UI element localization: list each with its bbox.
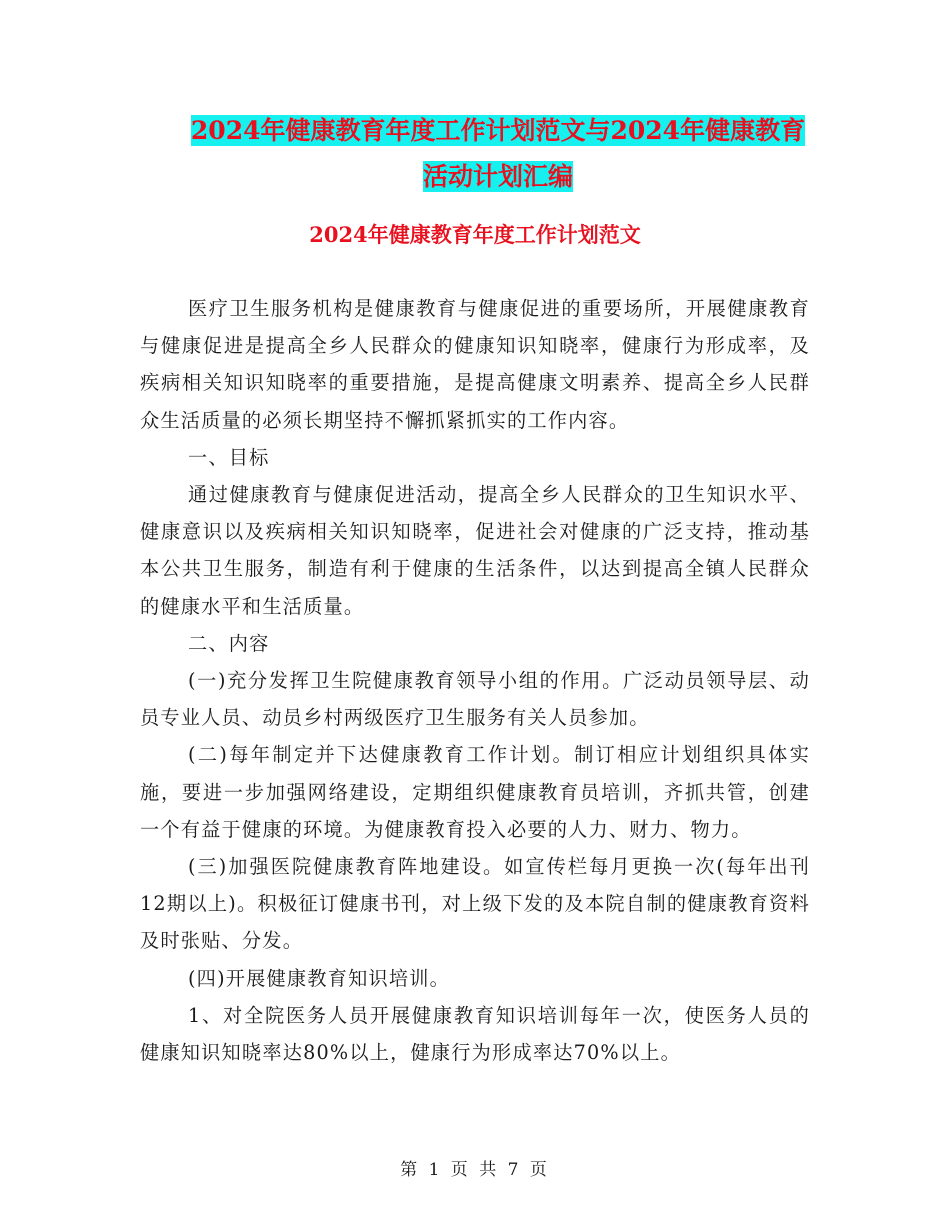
paragraph-goals: 通过健康教育与健康促进活动，提高全乡人民群众的卫生知识水平、健康意识以及疾病相关知识知晓率，促进社会对健康的广泛支持，推动基本公共卫生服务，制造有利于健康的生活条件，以达到提高全镇人民群众的健康水平和生活质量。	[140, 483, 810, 618]
paragraph-item-1: (一)充分发挥卫生院健康教育领导小组的作用。广泛动员领导层、动员专业人员、动员乡村两级医疗卫生服务有关人员参加。	[140, 669, 810, 730]
document-title-line-1	[140, 106, 856, 155]
document-body	[140, 290, 810, 1071]
paragraph-item-4: (四)开展健康教育知识培训。	[188, 966, 451, 990]
section-title: 2024年健康教育年度工作计划范文	[309, 222, 641, 247]
highlighted-title-text-1: 2024年健康教育年度工作计划范文与2024年健康教育	[190, 116, 806, 145]
paragraph-intro: 医疗卫生服务机构是健康教育与健康促进的重要场所，开展健康教育与健康促进是提高全乡人民群众的健康知识知晓率，健康行为形成率，及疾病相关知识知晓率的重要措施，是提高健康文明素养、提高全乡人民群众生活质量的必须长期坚持不懈抓紧抓实的工作内容。	[140, 297, 810, 432]
paragraph-item-2: (二)每年制定并下达健康教育工作计划。制订相应计划组织具体实施，要进一步加强网络建设，定期组织健康教育员培训，齐抓共管，创建一个有益于健康的环境。为健康教育投入必要的人力、财力、物力。	[140, 743, 810, 841]
page-number-footer: 第 1 页 共 7 页	[400, 1160, 550, 1180]
heading-content: 二、内容	[188, 631, 270, 655]
paragraph-item-3: (三)加强医院健康教育阵地建设。如宣传栏每月更换一次(每年出刊12期以上)。积极征订健康书刊，对上级下发的及本院自制的健康教育资料及时张贴、分发。	[140, 855, 810, 953]
heading-goals: 一、目标	[188, 445, 270, 469]
document-title-line-2	[140, 152, 856, 201]
paragraph-training-1: 1、对全院医务人员开展健康教育知识培训每年一次，使医务人员的健康知识知晓率达80%以上，健康行为形成率达70%以上。	[140, 1003, 810, 1065]
highlighted-title-text-2: 活动计划汇编	[422, 162, 573, 191]
